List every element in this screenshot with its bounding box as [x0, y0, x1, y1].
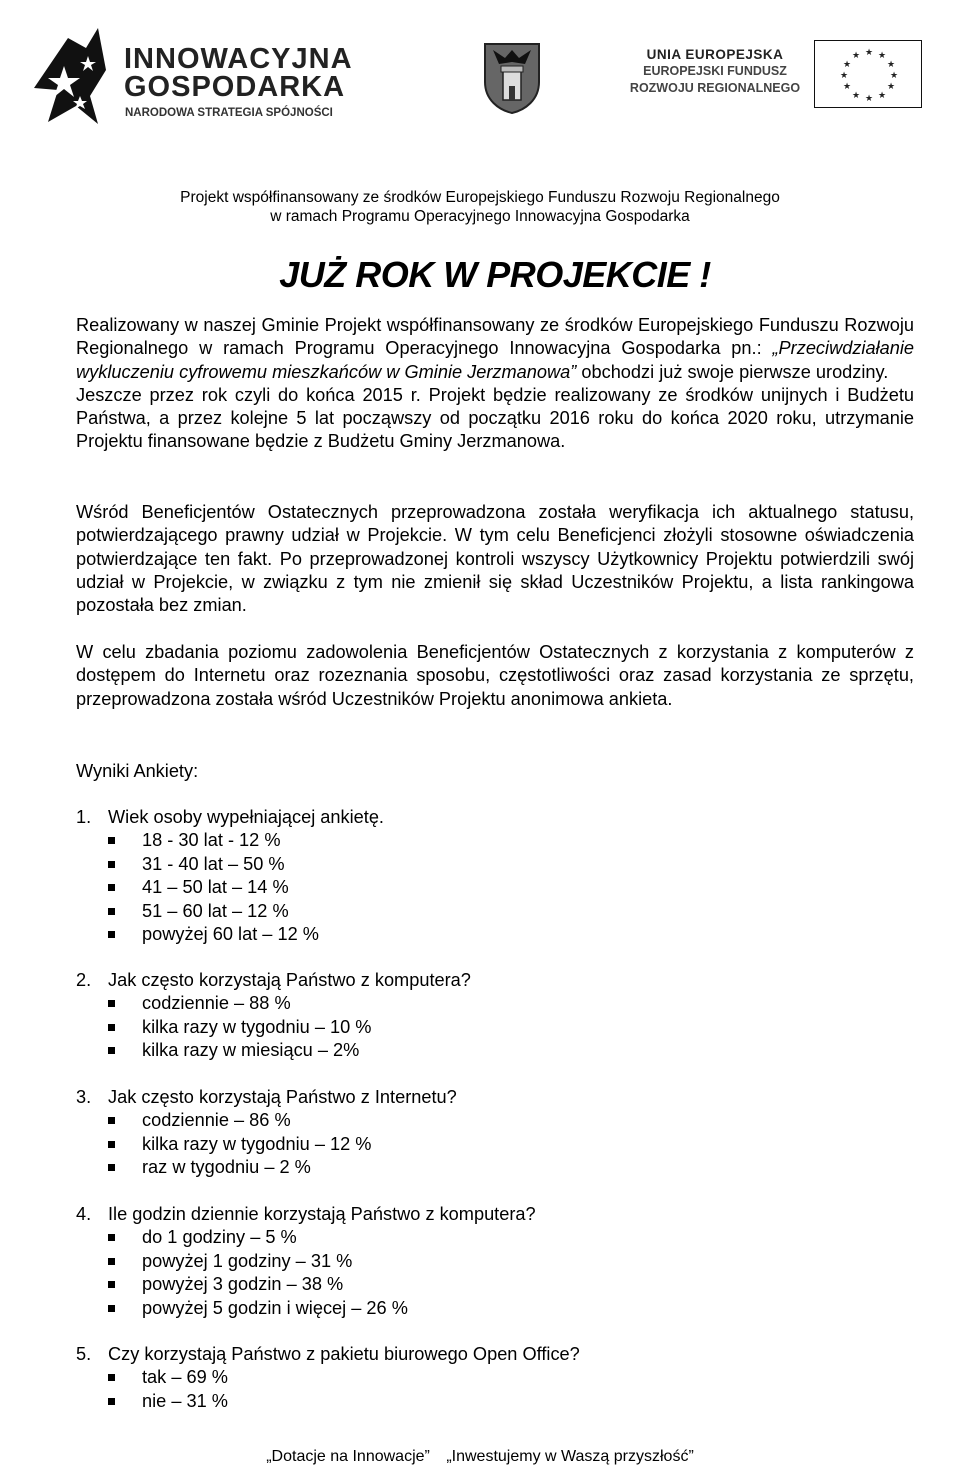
svg-text:★: ★: [878, 91, 887, 101]
eu-stars-icon: [815, 41, 920, 106]
list-item: codziennie – 86 %: [108, 1109, 371, 1133]
list-item: powyżej 5 godzin i więcej – 26 %: [108, 1297, 408, 1321]
list-item: tak – 69 %: [108, 1366, 228, 1390]
svg-text:★: ★: [865, 94, 874, 104]
question-text: Ile godzin dziennie korzystają Państwo z komputera?: [108, 1204, 536, 1224]
cofinancing-line-2: w ramach Programu Operacyjnego Innowacyjna Gospodarka: [270, 208, 690, 225]
svg-text:★: ★: [843, 60, 852, 70]
page-title: JUŻ ROK W PROJEKCIE !: [279, 254, 711, 295]
question-1: [76, 806, 384, 829]
question-number: 2.: [76, 970, 92, 990]
svg-text:★: ★: [852, 51, 861, 61]
list-item: powyżej 1 godziny – 31 %: [108, 1250, 408, 1274]
list-item: 31 - 40 lat – 50 %: [108, 853, 319, 877]
answer-list-4: [108, 1226, 408, 1320]
intro-paragraph: [76, 314, 914, 454]
question-4: [76, 1203, 536, 1226]
question-text: Wiek osoby wypełniającej ankietę.: [108, 807, 384, 827]
municipal-crest-icon: [483, 42, 541, 114]
question-2: [76, 969, 471, 992]
intro-part3: Jeszcze przez rok czyli do końca 2015 r. Projekt będzie realizowany ze środków unijnych i Budżetu Państwa, a przez kolejne 5 lat począwszy od początku 2016 roku do końca 2020 roku, utrzymanie Projektu finansowane będzie z Budżetu Gminy Jerzmanowa.: [76, 384, 914, 452]
eu-line1: UNIA EUROPEJSKA: [646, 47, 784, 62]
project-name: „Przeciwdziałanie wykluczeniu cyfrowemu mieszkańców w Gminie Jerzmanowa”: [76, 338, 914, 382]
question-number: 3.: [76, 1087, 92, 1107]
results-heading: Wyniki Ankiety:: [76, 761, 199, 781]
cofinancing-line-1: Projekt współfinansowany ze środków Europejskiego Funduszu Rozwoju Regionalnego: [180, 189, 780, 206]
page-header: [0, 0, 960, 180]
question-text: Jak często korzystają Państwo z Internetu?: [108, 1087, 457, 1107]
svg-text:★: ★: [890, 71, 899, 81]
paragraph-verification: Wśród Beneficjentów Ostatecznych przeprowadzona została weryfikacja ich aktualnego statusu, potwierdzającego prawny udział w Projekcie. W tym celu Beneficjenci złożyli stosowne oświadczenia potwierdzające ten fakt. Po przeprowadzonej kontroli wszyscy Użytkownicy Projektu potwierdzili swój udział w Projekcie, w związku z tym nie zmienił się skład Uczestników Projektu, a lista rankingowa pozostała bez zmian.: [76, 502, 914, 616]
list-item: 18 - 30 lat - 12 %: [108, 829, 319, 853]
list-item: powyżej 3 godzin – 38 %: [108, 1273, 408, 1297]
svg-text:★: ★: [852, 91, 861, 101]
list-item: raz w tygodniu – 2 %: [108, 1156, 371, 1180]
list-item: powyżej 60 lat – 12 %: [108, 923, 319, 947]
footer-slogan-right: „Inwestujemy w Waszą przyszłość”: [446, 1448, 694, 1465]
list-item: kilka razy w miesiącu – 2%: [108, 1039, 371, 1063]
footer-slogan-left: „Dotacje na Innowacje”: [266, 1448, 430, 1465]
question-number: 5.: [76, 1344, 92, 1364]
svg-text:★: ★: [843, 82, 852, 92]
list-item: nie – 31 %: [108, 1390, 228, 1414]
eu-logo-block: [625, 40, 925, 110]
question-text: Czy korzystają Państwo z pakietu biurowego Open Office?: [108, 1344, 580, 1364]
eu-flag-icon: [814, 40, 922, 108]
logo-star-emblem-icon: [34, 28, 106, 124]
list-item: 51 – 60 lat – 12 %: [108, 900, 319, 924]
innowacyjna-gospodarka-logo: [28, 26, 378, 136]
answer-list-1: [108, 829, 319, 947]
list-item: codziennie – 88 %: [108, 992, 371, 1016]
svg-text:★: ★: [887, 60, 896, 70]
page-footer: [0, 1448, 960, 1466]
svg-text:★: ★: [887, 82, 896, 92]
answer-list-5: [108, 1366, 228, 1413]
paragraph-survey: W celu zbadania poziomu zadowolenia Beneficjentów Ostatecznych z korzystania z komputerów z dostępem do Internetu oraz rozeznania sposobu, częstotliwości oraz zasad korzystania ze sprzętu, przeprowadzona została wśród Uczestników Projektu anonimowa ankieta.: [76, 642, 914, 709]
answer-list-3: [108, 1109, 371, 1180]
svg-text:★: ★: [878, 51, 887, 61]
logo-line2: GOSPODARKA: [124, 71, 346, 103]
list-item: 41 – 50 lat – 14 %: [108, 876, 319, 900]
list-item: do 1 godziny – 5 %: [108, 1226, 408, 1250]
question-3: [76, 1086, 457, 1109]
intro-part2: obchodzi już swoje pierwsze urodziny.: [576, 361, 889, 382]
question-number: 4.: [76, 1204, 92, 1224]
logo-line1: INNOWACYJNA: [124, 43, 353, 75]
list-item: kilka razy w tygodniu – 10 %: [108, 1016, 371, 1040]
svg-text:★: ★: [840, 71, 849, 81]
svg-text:★: ★: [865, 48, 874, 58]
answer-list-2: [108, 992, 371, 1063]
question-5: [76, 1343, 580, 1366]
list-item: kilka razy w tygodniu – 12 %: [108, 1133, 371, 1157]
logo-line3: NARODOWA STRATEGIA SPÓJNOŚCI: [125, 107, 333, 119]
eu-line2: EUROPEJSKI FUNDUSZ: [643, 64, 787, 78]
intro-part1: Realizowany w naszej Gminie Projekt współfinansowany ze środków Europejskiego Funduszu Rozwoju Regionalnego w ramach Programu Operacyjnego Innowacyjna Gospodarka pn.:: [76, 315, 914, 359]
question-text: Jak często korzystają Państwo z komputera?: [108, 970, 471, 990]
question-number: 1.: [76, 807, 92, 827]
eu-line3: ROZWOJU REGIONALNEGO: [629, 81, 801, 95]
